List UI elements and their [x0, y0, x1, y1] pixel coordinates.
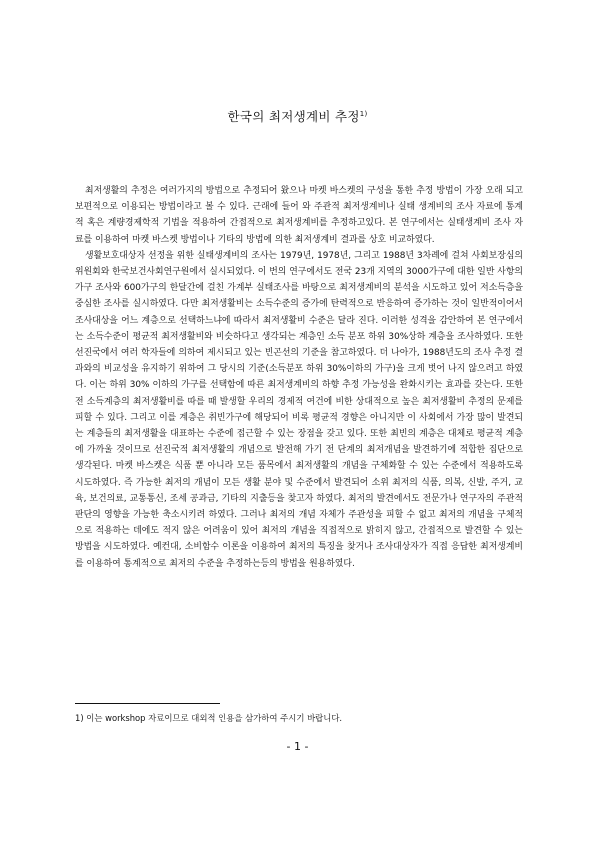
title-text: 한국의 최저생계비 추정 — [227, 109, 360, 124]
page-number: - 1 - — [286, 740, 309, 753]
paragraph-1: 최저생활의 추정은 여러가지의 방법으로 추정되어 왔으나 마켓 바스켓의 구성을 통한 추정 방법이 가장 오래 되고 보편적으로 이용되는 방법이라고 볼 수 있다. 근래에 들어 와 주관적 최저생계비나 실태 생계비의 조사 자료에 통계적 혹은 계량경제학적 기법을 적용하여 간접적으로 최저생계비를 추정하고있다. 본 연구에서는 실태생계비 조사 자료를 이용하여 마켓 바스켓 방법이나 기타의 방법에 의한 최저생계비 결과를 상호 비교하였다. — [75, 186, 523, 245]
paragraph-2: 생활보호대상자 선정을 위한 실태생계비의 조사는 1979년, 1978년, 그리고 1988년 3차례에 걸쳐 사회보장심의위원회와 한국보건사회연구원에서 실시되었다. 이 번의 연구에서도 전국 23개 지역의 3000가구에 대한 일반 사항의 가구 조사와 600가구의 한달간에 걸친 가계부 실태조사를 바탕으로 최저생계비의 분석을 시도하고 있어 저소득층을 중심한 조사를 실시하였다. 다만 최저생활비는 소득수준의 증가에 탄력적으로 반응하여 증가하는 것이 일반적이어서 조사대상을 어느 계층으로 선택하느냐에 따라서 최저생활비 수준은 달라 진다. 이러한 성격을 감안하여 본 연구에서는 소득수준이 평균적 최저생활비와 비슷하다고 생각되는 계층인 소득 분포 하위 30%상하 계층을 조사하였다. 또한 선진국에서 여러 학자들에 의하여 제시되고 있는 빈곤선의 기준을 참고하였다. 더 나아가, 1988년도의 조사 추정 결과와의 비교성을 유지하기 위하여 그 당시의 기준(소득분포 하위 30%이하의 가구)을 크게 벗어 나지 않으려고 하였다. 이는 하위 30% 이하의 가구를 선택함에 따른 최저생계비의 하향 추정 가능성을 완화시키는 효과를 갖는다. 또한 전 소득계층의 최저생활비를 따를 때 발생할 우리의 경제적 여건에 비한 상대적으로 높은 최저생활비 추정의 문제를 피할 수 있다. 그리고 이를 계층은 취빈가구에 해당되어 비록 평균적 경향은 아니지만 이 사회에서 가장 많이 발견되는 계층들의 최저생활을 대표하는 수준에 접근할 수 있는 장점을 갖고 있다. 또한 최빈의 계층은 대체로 평균적 계층에 가까울 것이므로 선진국적 최저생활의 개념으로 발전해 가기 전 단계의 최저개념을 발견하기에 적합한 집단으로 생각된다. 마켓 바스켓은 식품 뿐 아니라 모든 품목에서 최저생활의 개념을 구체화할 수 있는 수준에서 적용하도록 시도하였다. 즉 가능한 최저의 개념이 모든 생활 분야 및 수준에서 발견되어 소위 최저의 식품, 의복, 신발, 주거, 교육, 보건의료, 교통통신, 조세 공과금, 기타의 지출등을 찾고자 하였다. 최저의 발견에서도 전문가나 연구자의 주관적 판단의 영향을 가능한 축소시키려 하였다. 그러나 최저의 개념 자체가 주관성을 피할 수 없고 최저의 개념을 구체적으로 적용하는 데에도 적지 않은 어려움이 있어 최저의 개념을 직접적으로 밝히지 않고, 간접적으로 발견할 수 있는 방법을 시도하였다. 예컨대, 소비함수 이론을 이용하여 최저의 특징을 찾거나 조사대상자가 직접 응답한 최저생계비를 이용하여 통계적으로 최저의 수준을 추정하는등의 방법을 원용하였다. — [75, 250, 523, 569]
footnote-marker: 1) — [359, 109, 368, 118]
footnote: 1) 이는 workshop 자료이므로 대외적 인용을 삼가하여 주시기 바랍니다. — [75, 713, 343, 723]
footnote-divider — [75, 703, 220, 704]
document-title — [0, 107, 595, 125]
body-text — [75, 183, 523, 572]
